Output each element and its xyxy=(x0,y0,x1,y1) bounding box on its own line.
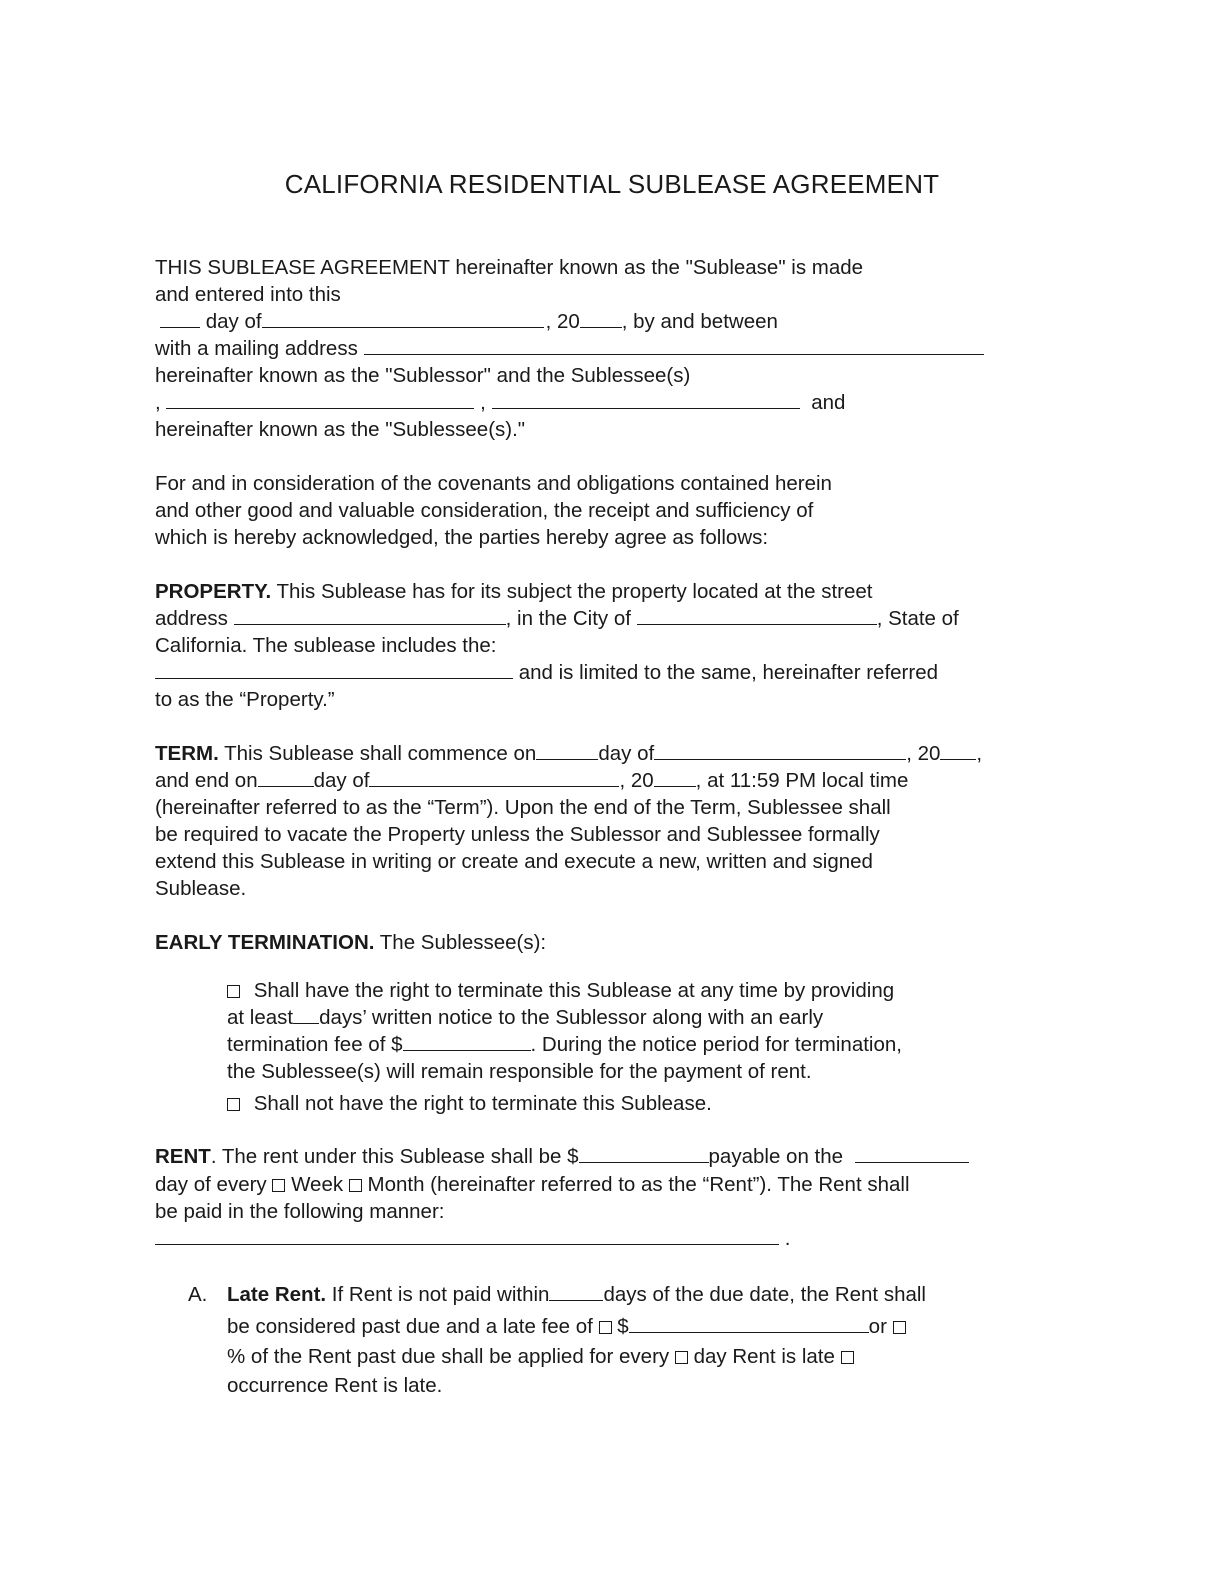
sublessee-name-blank[interactable] xyxy=(492,391,800,409)
rent-line: . xyxy=(155,1225,790,1252)
consideration-line: which is hereby acknowledged, the parties hereby agree as follows: xyxy=(155,526,769,549)
late-rent-line: occurrence Rent is late. xyxy=(227,1374,443,1397)
start-day-blank[interactable] xyxy=(536,742,598,760)
end-day-blank[interactable] xyxy=(258,769,314,787)
rent-due-day-blank[interactable] xyxy=(855,1145,969,1163)
sublease-includes-blank[interactable] xyxy=(155,661,513,679)
term-line: and end on day of , 20 , at 11:59 PM local time xyxy=(155,769,909,792)
late-fee-blank[interactable] xyxy=(629,1315,869,1333)
property-line: address , in the City of , State of xyxy=(155,607,959,630)
early-termination-heading: EARLY TERMINATION. xyxy=(155,931,375,954)
start-month-blank[interactable] xyxy=(654,742,906,760)
property-line: and is limited to the same, hereinafter referred xyxy=(155,659,938,686)
late-rent-line: be considered past due and a late fee of $ or xyxy=(227,1313,906,1340)
mailing-address-blank[interactable] xyxy=(364,337,984,355)
checkbox[interactable] xyxy=(675,1351,688,1364)
property-line: to as the “Property.” xyxy=(155,688,335,711)
end-year-blank[interactable] xyxy=(654,769,696,787)
start-year-blank[interactable] xyxy=(940,742,976,760)
intro-line: and entered into this xyxy=(155,283,341,306)
early-termination-option: Shall have the right to terminate this Sublease at any time by providing xyxy=(227,977,894,1004)
term-line: (hereinafter referred to as the “Term”). Upon the end of the Term, Sublessee shall xyxy=(155,796,891,819)
checkbox-month[interactable] xyxy=(349,1179,362,1192)
intro-line: with a mailing address xyxy=(155,335,984,362)
checkbox-week[interactable] xyxy=(272,1179,285,1192)
month-blank[interactable] xyxy=(262,310,544,328)
rent-line: RENT. The rent under this Sublease shall be $ payable on the xyxy=(155,1143,969,1170)
checkbox[interactable] xyxy=(227,1098,240,1111)
term-line: be required to vacate the Property unless the Sublessor and Sublessee formally xyxy=(155,823,880,846)
grace-days-blank[interactable] xyxy=(549,1283,603,1301)
checkbox[interactable] xyxy=(227,985,240,998)
early-termination-option: at least days’ written notice to the Sublessor along with an early xyxy=(227,1006,824,1029)
term-line: Sublease. xyxy=(155,877,247,900)
checkbox[interactable] xyxy=(599,1321,612,1334)
term-line: TERM. This Sublease shall commence on day of , 20 , xyxy=(155,742,983,765)
payment-manner-blank[interactable] xyxy=(155,1227,779,1245)
rent-amount-blank[interactable] xyxy=(579,1145,709,1163)
early-termination-option: termination fee of $ . During the notice period for termination, xyxy=(227,1033,902,1056)
document-title: CALIFORNIA RESIDENTIAL SUBLEASE AGREEMENT xyxy=(284,169,940,199)
intro-line: hereinafter known as the "Sublessor" and the Sublessee(s) xyxy=(155,364,691,387)
notice-days-blank[interactable] xyxy=(293,1006,319,1024)
end-month-blank[interactable] xyxy=(369,769,619,787)
late-rent-line: Late Rent. If Rent is not paid within days of the due date, the Rent shall xyxy=(227,1283,926,1306)
term-heading: TERM. xyxy=(155,742,219,765)
term-line: extend this Sublease in writing or create and execute a new, written and signed xyxy=(155,850,873,873)
early-termination-line: EARLY TERMINATION. The Sublessee(s): xyxy=(155,931,547,954)
rent-line: be paid in the following manner: xyxy=(155,1200,445,1223)
checkbox[interactable] xyxy=(893,1321,906,1334)
intro-line: THIS SUBLEASE AGREEMENT hereinafter known as the "Sublease" is made xyxy=(155,256,864,279)
property-heading: PROPERTY. xyxy=(155,580,272,603)
street-address-blank[interactable] xyxy=(234,607,506,625)
consideration-line: and other good and valuable consideration, the receipt and sufficiency of xyxy=(155,499,814,522)
rent-line: day of every Week Month (hereinafter referred to as the “Rent”). The Rent shall xyxy=(155,1173,910,1196)
city-blank[interactable] xyxy=(637,607,877,625)
year-blank[interactable] xyxy=(580,310,622,328)
consideration-line: For and in consideration of the covenants and obligations contained herein xyxy=(155,472,832,495)
sublessee-name-blank[interactable] xyxy=(166,391,474,409)
intro-line: , , and xyxy=(155,391,846,414)
rent-heading: RENT xyxy=(155,1145,211,1168)
checkbox[interactable] xyxy=(841,1351,854,1364)
late-rent-line: % of the Rent past due shall be applied for every day Rent is late xyxy=(227,1343,854,1370)
intro-line: hereinafter known as the "Sublessee(s)." xyxy=(155,418,526,441)
early-termination-option: the Sublessee(s) will remain responsible for the payment of rent. xyxy=(227,1060,812,1083)
day-blank[interactable] xyxy=(160,310,200,328)
termination-fee-blank[interactable] xyxy=(403,1033,531,1051)
late-rent-heading: Late Rent. xyxy=(227,1283,327,1306)
intro-line: day of , 20 , by and between xyxy=(155,308,778,335)
early-termination-option: Shall not have the right to terminate this Sublease. xyxy=(227,1090,712,1117)
property-line: California. The sublease includes the: xyxy=(155,634,497,657)
property-line: PROPERTY. This Sublease has for its subject the property located at the street xyxy=(155,580,873,603)
list-marker: A. xyxy=(188,1283,208,1306)
